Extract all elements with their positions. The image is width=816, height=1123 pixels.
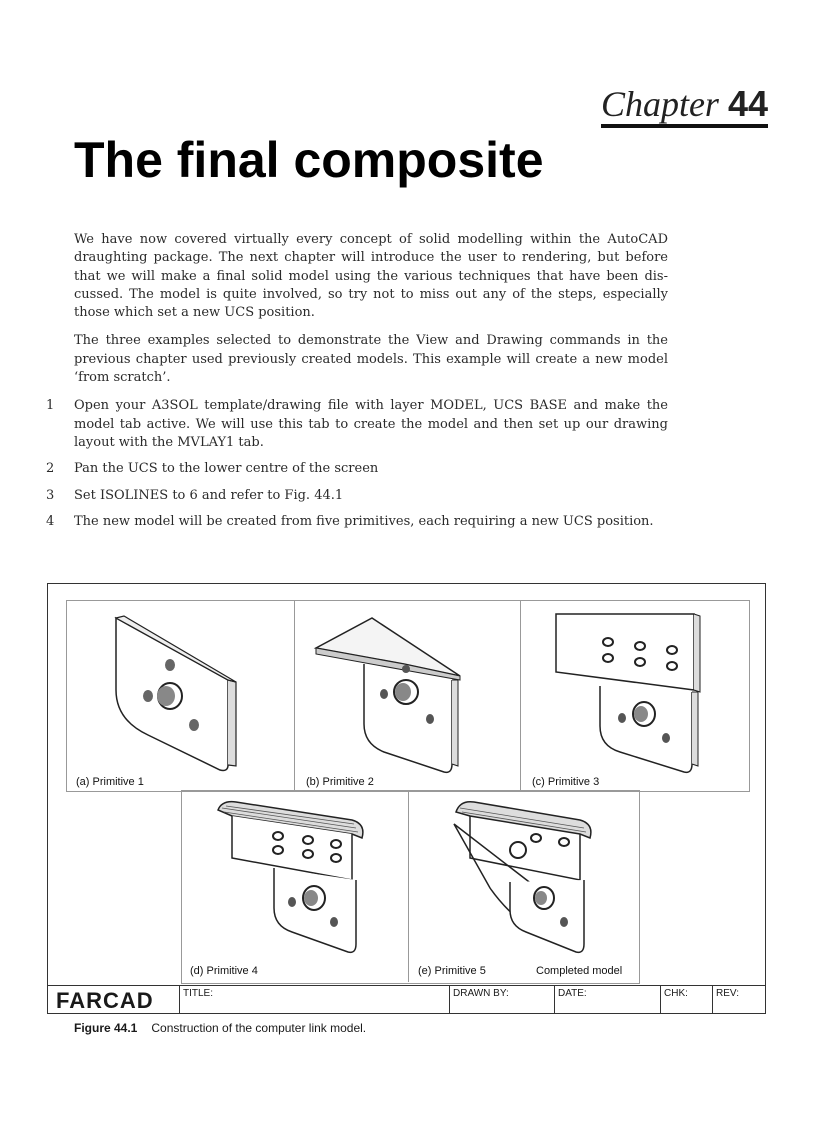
paragraph: We have now covered virtually every concept of solid modelling within the AutoCAD draughting package. The next chapter will introduce the user to rendering, but before that we will make a final solid model using the various techniques that have been dis-cussed. The model is quite involved, so try not to miss out any of the steps, especially those which set a new UCS position. [74, 232, 668, 321]
step-item [46, 460, 668, 478]
drawn-by-cell [449, 986, 554, 1013]
caption-completed: Completed model [536, 965, 623, 977]
step-number: 2 [46, 461, 55, 477]
caption-b: (b) Primitive 2 [306, 776, 374, 788]
chk-cell [660, 986, 712, 1013]
primitive-4-drawing [212, 798, 382, 958]
paragraph: The three examples selected to demonstrate the View and Drawing commands in the previous chapter used previously created models. This example will create a new model ‘from scratch’. [74, 333, 668, 386]
divider [408, 790, 409, 982]
farcad-logo: FARCAD [56, 988, 154, 1013]
primitive-2-drawing [312, 614, 472, 774]
caption-c: (c) Primitive 3 [532, 776, 600, 788]
step-number: 1 [46, 398, 55, 414]
step-number: 3 [46, 487, 55, 503]
step-text: Open your A3SOL template/drawing file with layer MODEL, UCS BASE and make the model tab active. We will use this tab to create the model and then set up our drawing layout with the MVLAY1 tab. [74, 398, 668, 450]
figure-caption-text: Construction of the computer link model. [151, 1021, 367, 1035]
date-cell [554, 986, 660, 1013]
chapter-word: Chapter [600, 84, 719, 124]
step-text: Pan the UCS to the lower centre of the screen [74, 461, 379, 477]
page-title: The final composite [74, 132, 544, 188]
step-number: 4 [46, 513, 55, 529]
primitive-3-drawing [548, 606, 708, 776]
caption-a: (a) Primitive 1 [76, 776, 144, 788]
chapter-number: 44 [727, 83, 768, 124]
divider [520, 600, 521, 790]
step-item [46, 513, 668, 531]
step-item [46, 487, 668, 505]
step-item [46, 397, 668, 452]
title-label: TITLE: [183, 988, 214, 999]
rev-cell [712, 986, 767, 1013]
step-text: Set ISOLINES to 6 and refer to Fig. 44.1 [74, 487, 344, 503]
drawn-by-label: DRAWN BY: [453, 988, 509, 999]
caption-d: (d) Primitive 4 [190, 965, 258, 977]
chk-label: CHK: [664, 988, 688, 999]
divider [294, 600, 295, 790]
figure-caption [74, 1021, 366, 1035]
rev-label: REV: [716, 988, 739, 999]
title-block [48, 985, 765, 1013]
body-text [46, 231, 668, 539]
date-label: DATE: [558, 988, 587, 999]
caption-e: (e) Primitive 5 [418, 965, 486, 977]
figure-44-1 [47, 583, 766, 1014]
primitive-5-drawing [440, 798, 610, 958]
step-text: The new model will be created from five primitives, each requiring a new UCS position. [74, 513, 654, 529]
primitive-1-drawing [108, 610, 248, 775]
chapter-label [601, 84, 768, 128]
title-cell [179, 986, 449, 1013]
figure-caption-label: Figure 44.1 [74, 1021, 138, 1035]
